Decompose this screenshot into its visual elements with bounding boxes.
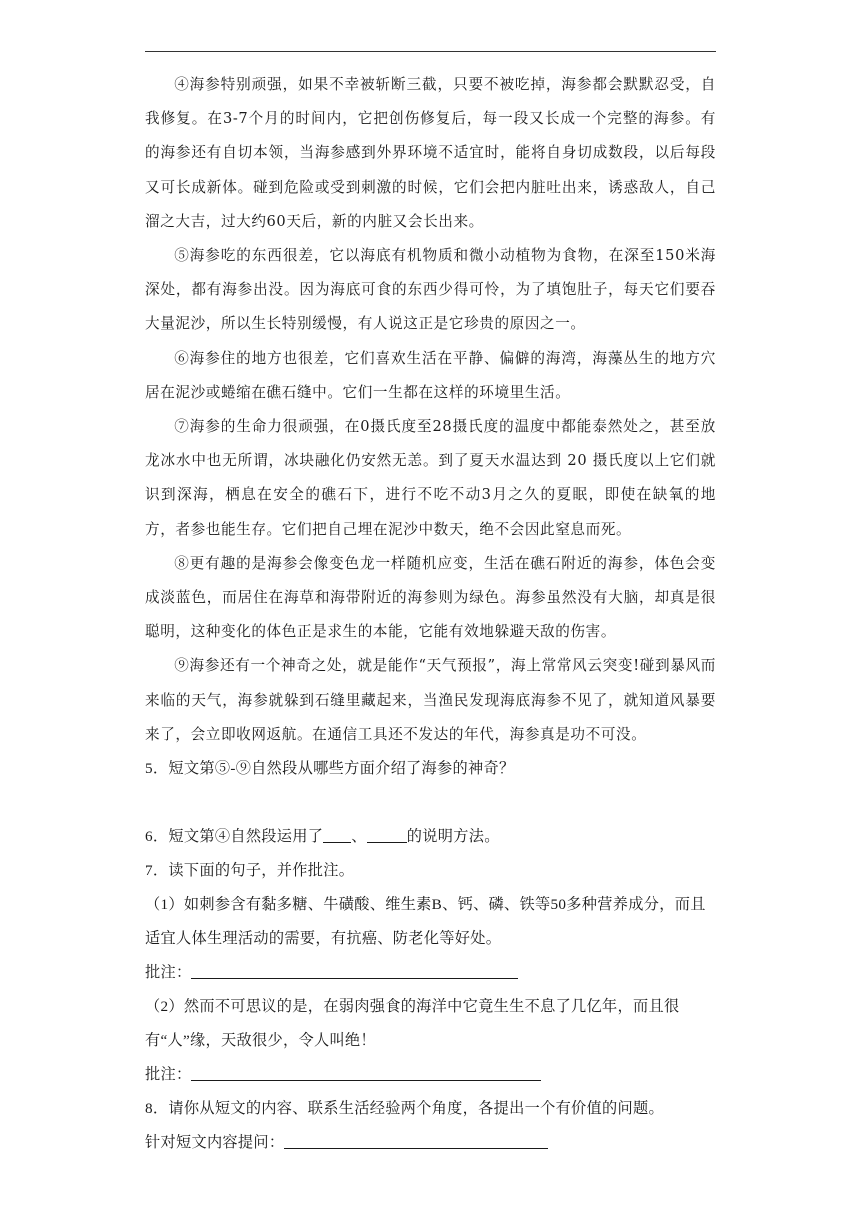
question-8-ask-line [145, 1126, 716, 1160]
annotation-line-2 [145, 1058, 716, 1092]
annotation-label: 批注： [145, 964, 192, 982]
paragraph-5: ⑤海参吃的东西很差，它以海底有机物质和微小动植物为食物，在深至150米海深处，都有海参出没。因为海底可食的东西少得可怜，为了填饱肚子，每天它们要吞大量泥沙，所以生长特别缓慢，有人说这正是它珍贵的原因之一。 [145, 247, 716, 333]
document-body [145, 68, 716, 1160]
question-6-sep: 、 [351, 828, 367, 846]
question-7-sentence-2: （2）然而不可思议的是，在弱肉强食的海洋中它竟生生不息了几亿年，而且很有“人”缘，天敌很少，令人叫绝！ [145, 998, 680, 1050]
paragraph-7: ⑦海参的生命力很顽强，在0摄氏度至28摄氏度的温度中都能泰然处之，甚至放龙冰水中也无所谓，冰块融化仍安然无恙。到了夏天水温达到 20 摄氏度以上它们就识到深海，栖息在安全的礁石下，进行不吃不动3月之久的夏眠，即使在缺氧的地方，者参也能生存。它们把自己埋在泥沙中数天，绝不会因此窒息而死。 [145, 418, 716, 538]
paragraph-6: ⑥海参住的地方也很差，它们喜欢生活在平静、偏僻的海湾，海藻丛生的地方穴居在泥沙或蜷缩在礁石缝中。它们一生都在这样的环境里生活。 [145, 349, 716, 401]
answer-space-5 [145, 786, 716, 820]
ask-blank[interactable] [284, 1133, 548, 1149]
question-7-title: 7．读下面的句子，并作批注。 [145, 862, 355, 880]
question-5: 5．短文第⑤-⑨自然段从哪些方面介绍了海参的神奇？ [145, 760, 515, 778]
header-rule [145, 51, 716, 52]
annotation-label: 批注： [145, 1066, 192, 1084]
question-6 [145, 820, 716, 854]
annotation-blank-1[interactable] [191, 963, 518, 979]
paragraph-9: ⑨海参还有一个神奇之处，就是能作“天气预报”，海上常常风云突变!碰到暴风而来临的天气，海参就躲到石缝里藏起来，当渔民发现海底海参不见了，就知道风暴要来了，会立即收网返航。在通信工具还不发达的年代，海参真是功不可没。 [145, 657, 716, 743]
annotation-line-1 [145, 956, 716, 990]
question-8-title: 8．请你从短文的内容、联系生活经验两个角度，各提出一个有价值的问题。 [145, 1100, 664, 1118]
question-6-prefix: 6．短文第④自然段运用了 [145, 828, 324, 846]
annotation-blank-2[interactable] [191, 1065, 541, 1081]
question-6-suffix: 的说明方法。 [406, 828, 500, 846]
question-7-sentence-1: （1）如刺参含有黏多糖、牛磺酸、维生素B、钙、磷、铁等50多种营养成分，而且适宜人体生理活动的需要，有抗癌、防老化等好处。 [145, 896, 706, 948]
answer-blank-1[interactable] [323, 827, 351, 843]
answer-blank-2[interactable] [367, 827, 407, 843]
paragraph-8: ⑧更有趣的是海参会像变色龙一样随机应变，生活在礁石附近的海参，体色会变成淡蓝色，而居住在海草和海带附近的海参则为绿色。海参虽然没有大脑，却真是很聪明，这种变化的体色正是求生的本能，它能有效地躲避天敌的伤害。 [145, 554, 716, 641]
paragraph-4: ④海参特别顽强，如果不幸被斩断三截，只要不被吃掉，海参都会默默忍受，自我修复。在3-7个月的时间内，它把创伤修复后，每一段又长成一个完整的海参。有的海参还有自切本领，当海参感到外界环境不适宜时，能将自身切成数段，以后每段又可长成新体。碰到危险或受到刺激的时候，它们会把内脏吐出来，诱惑敌人，自己溜之大吉，过大约60天后，新的内脏又会长出来。 [145, 76, 716, 230]
ask-label: 针对短文内容提问： [145, 1134, 285, 1152]
